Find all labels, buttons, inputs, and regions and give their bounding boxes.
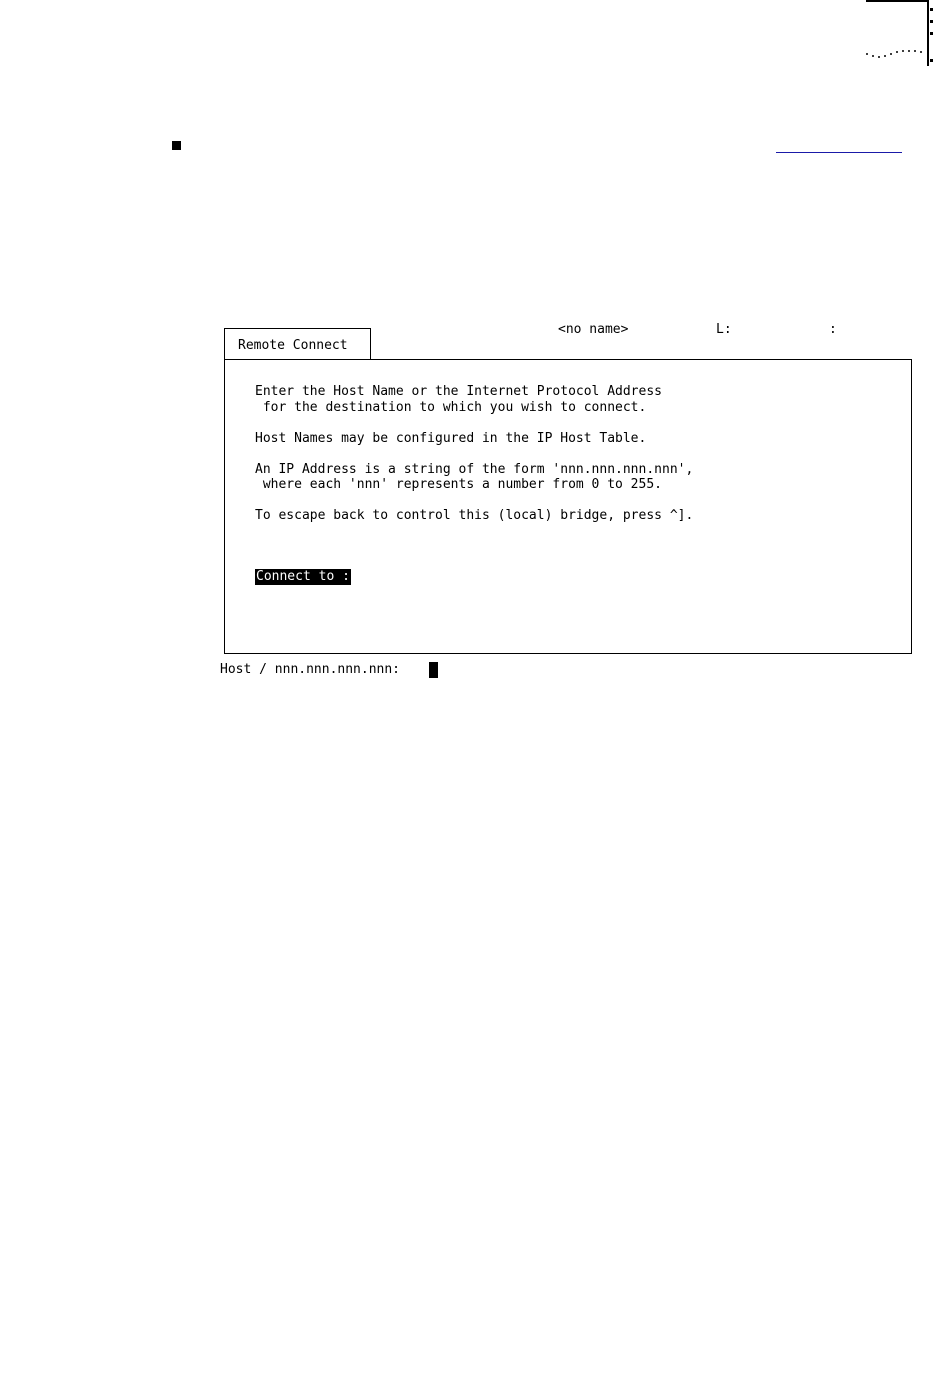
host-input-cursor[interactable] (429, 662, 438, 678)
connect-to-label: Connect to : (256, 569, 350, 584)
panel-text-line: where each 'nnn' represents a number from 0 to 255. (255, 477, 662, 492)
host-input-prompt: Host / nnn.nnn.nnn.nnn: (220, 662, 401, 677)
tab-label: Remote Connect (238, 338, 348, 353)
status-line-label: L: (716, 322, 732, 337)
panel-text-line: To escape back to control this (local) bridge, press ^]. (255, 508, 694, 523)
link-underline[interactable] (776, 152, 902, 153)
panel-text-line: Enter the Host Name or the Internet Protocol Address (255, 384, 662, 399)
page-corner-top (866, 0, 928, 3)
remote-connect-panel (224, 359, 912, 654)
panel-text-line: for the destination to which you wish to connect. (255, 400, 647, 415)
page-corner-side-dots-icon (929, 6, 935, 66)
bullet-icon (172, 141, 181, 150)
page-corner-dots-icon (866, 46, 928, 60)
status-colon: : (829, 322, 837, 337)
panel-text-line: An IP Address is a string of the form 'nnn.nnn.nnn.nnn', (255, 462, 694, 477)
tab-remote-connect[interactable] (224, 328, 371, 359)
panel-text-line: Host Names may be configured in the IP Host Table. (255, 431, 647, 446)
status-name: <no name> (558, 322, 629, 337)
